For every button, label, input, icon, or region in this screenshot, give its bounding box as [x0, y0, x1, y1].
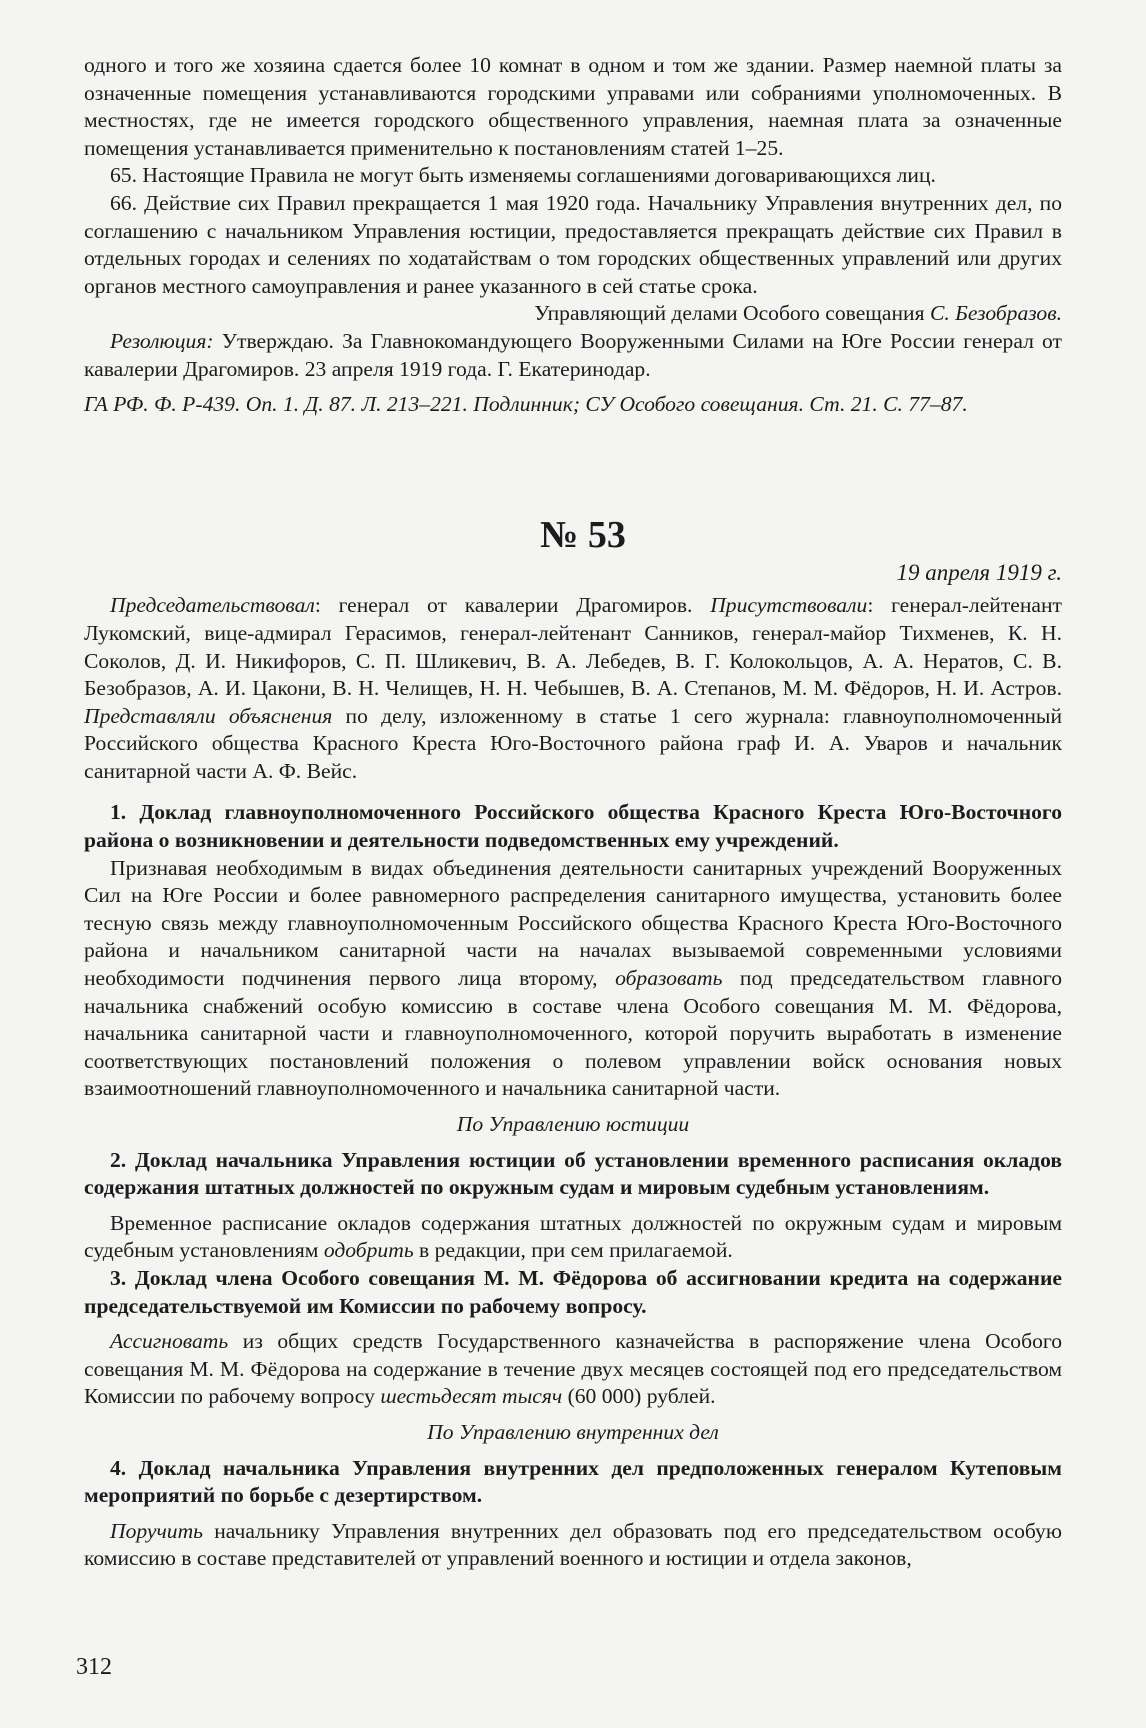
signer-name: С. Безобразов. [929, 301, 1062, 326]
item-2-text-b: в редакции, при сем прилагаемой. [413, 1238, 733, 1263]
section-interior: По Управлению внутренних дел [427, 1419, 719, 1444]
item-2-body [84, 1210, 1062, 1265]
item-4-heading: 4. Доклад начальника Управления внутренних дел предположенных генералом Кутеповым мероприятий по борьбе с дезертирством. [84, 1455, 1062, 1508]
item-2-text-a: Временное расписание окладов содержания штатных должностей по окружным судам и мировым судебным установлениям [84, 1210, 1062, 1263]
chaired-text: : генерал от кавалерии Драгомиров. [314, 593, 711, 618]
item-1-text-a: Признавая необходимым в видах объединения деятельности санитарных учреждений Вооруженных Сил на Юге России и более равномерного распределения санитарного имущества, установить более тесную связь между главноуполномоченным Российского общества Красного Креста Юго-Восточного района и начальником санитарной части на началах вызываемой современными условиями необходимости подчинения первого лица второму, [84, 855, 1062, 991]
text-column [84, 52, 1062, 1573]
attendance-paragraph [84, 592, 1062, 785]
item-3-emphasis-2: шестьдесят тысяч [380, 1384, 563, 1409]
present-label: Присутствовали [710, 593, 868, 618]
signature-line [84, 300, 1062, 328]
paragraph-continued: одного и того же хозяина сдается более 10 комнат в одном и том же здании. Размер наемной платы за означенные помещения устанавливаются городскими управами или собраниями уполномоченных. В местностях, где не имеется городского общественного управления, наемная плата за означенные помещения устанавливается применительно к постановлениям статей 1–25. [84, 53, 1062, 160]
article-65: 65. Настоящие Правила не могут быть изменяемы соглашениями договаривающихся лиц. [110, 163, 936, 188]
archive-source: ГА РФ. Ф. Р-439. Оп. 1. Д. 87. Л. 213–221. Подлинник; СУ Особого совещания. Ст. 21. С. 77–87. [84, 392, 968, 417]
explain-label: Представляли объяснения [84, 703, 333, 728]
item-1-heading: 1. Доклад главноуполномоченного Российского общества Красного Креста Юго-Восточного района о возникновении и деятельности подведомственных ему учреждений. [84, 800, 1062, 853]
resolution [84, 328, 1062, 383]
resolution-label: Резолюция: [110, 328, 214, 353]
explain-text: по делу, изложенному в статье 1 сего журнала: главноуполномоченный Российского общества Красного Креста Юго-Восточного района граф И. А. Уваров и начальник санитарной части А. Ф. Вейс. [84, 703, 1062, 783]
document-number: № 53 [540, 513, 626, 556]
item-1-emphasis: образовать [615, 966, 723, 991]
item-3-body [84, 1328, 1062, 1411]
item-1-text-b: под председательством главного начальника снабжений особую комиссию в составе члена Особого совещания М. М. Фёдорова, начальника санитарной части и главноуполномоченного, которой поручить выработать в изменение соответствующих постановлений положения о полевом управлении войск основания новых взаимоотношений главноуполномоченного и начальника санитарной части. [84, 966, 1062, 1101]
item-4-text-a: начальнику Управления внутренних дел образовать под его председательством особую комиссию в составе представителей от управлений военного и юстиции и отдела законов, [84, 1518, 1062, 1571]
item-3-text-b: (60 000) рублей. [562, 1384, 716, 1409]
article-66: 66. Действие сих Правил прекращается 1 мая 1920 года. Начальнику Управления внутренних дел, по соглашению с начальником Управления юстиции, предоставляется прекращать действие сих Правил в отдельных городах и селениях по ходатайствам о том городских общественных управлений или других органов местного самоуправления и ранее указанного в сей статье срока. [84, 190, 1062, 298]
item-1-body [84, 855, 1062, 1103]
item-4-body [84, 1518, 1062, 1573]
item-3-heading: 3. Доклад члена Особого совещания М. М. Фёдорова об ассигновании кредита на содержание председательствуемой им Комиссии по рабочему вопросу. [84, 1265, 1062, 1318]
item-3-text-a: из общих средств Государственного казначейства в распоряжение члена Особого совещания М. М. Фёдорова на содержание в течение двух месяцев состоящей под его председательством Комиссии по рабочему вопросу [84, 1329, 1062, 1409]
document-date: 19 апреля 1919 г. [896, 559, 1062, 585]
page-number: 312 [76, 1654, 112, 1680]
item-3-emphasis-1: Ассигновать [110, 1329, 229, 1354]
present-text: : генерал-лейтенант Лукомский, вице-адмирал Герасимов, генерал-лейтенант Санников, генерал-майор Тихменев, К. Н. Соколов, Д. И. Никифоров, С. П. Шликевич, В. А. Лебедев, В. Г. Колокольцов, А. А. Нератов, С. В. Безобразов, А. И. Цакони, В. Н. Челищев, Н. Н. Чебышев, В. А. Степанов, М. М. Фёдоров, Н. И. Астров. [84, 593, 1062, 701]
section-justice: По Управлению юстиции [456, 1112, 690, 1136]
signer-label: Управляющий делами Особого совещания [534, 301, 930, 326]
item-4-emphasis: Поручить [110, 1518, 204, 1543]
resolution-text: Утверждаю. За Главнокомандующего Вооруженными Силами на Юге России генерал от кавалерии Драгомиров. 23 апреля 1919 года. Г. Екатеринодар. [84, 328, 1062, 381]
item-2-heading: 2. Доклад начальника Управления юстиции об установлении временного расписания окладов содержания штатных должностей по окружным судам и мировым судебным установлениям. [84, 1147, 1062, 1200]
chaired-label: Председательствовал [110, 593, 315, 618]
item-2-emphasis: одобрить [323, 1238, 414, 1263]
